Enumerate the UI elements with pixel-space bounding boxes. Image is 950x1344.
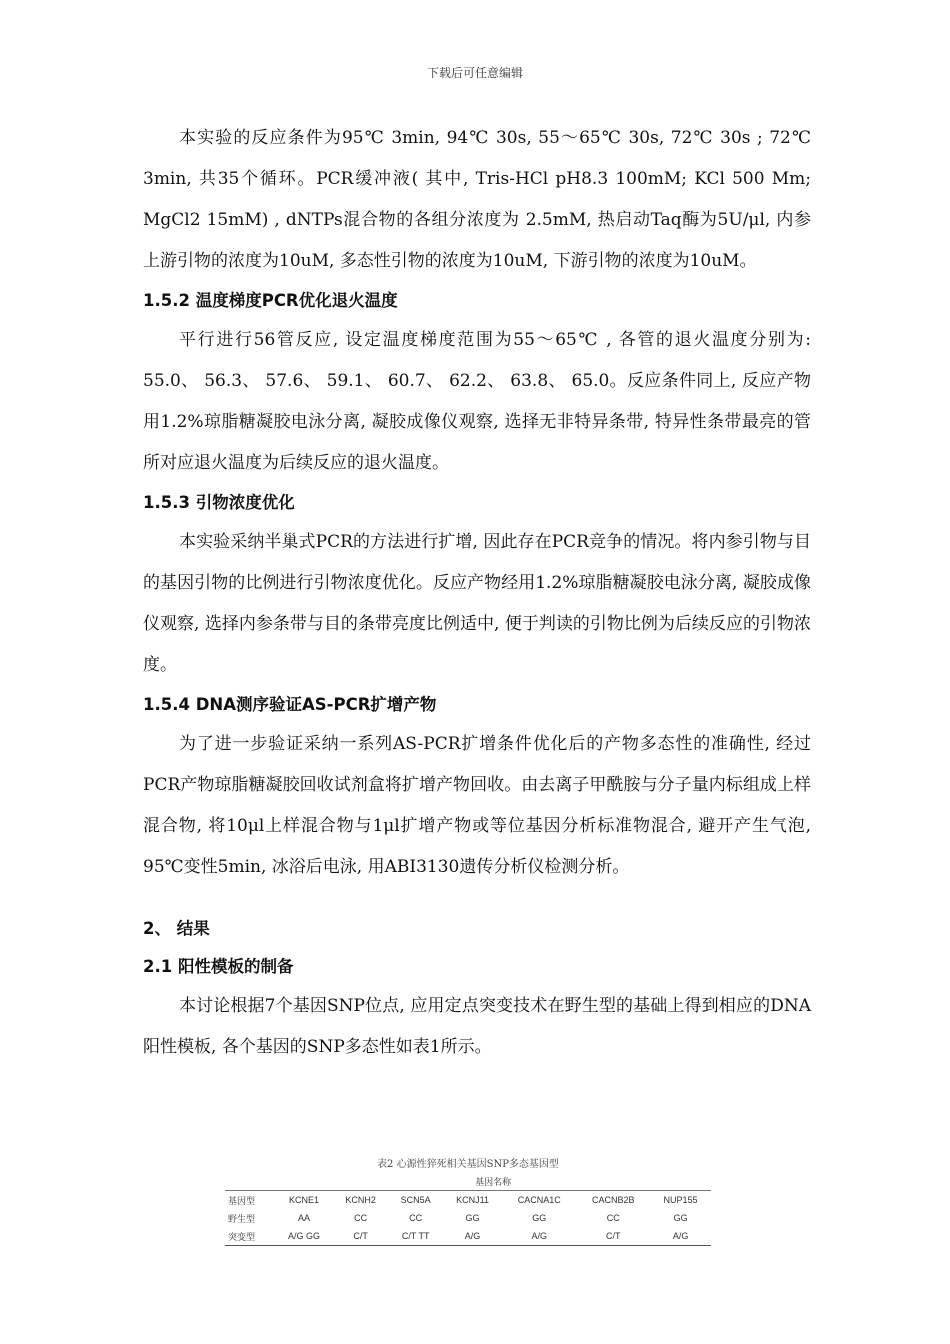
table-cell: GG [532, 1213, 547, 1223]
paragraph-reaction-conditions: 本实验的反应条件为95℃ 3min, 94℃ 30s, 55～65℃ 30s, 72℃ 30s ; 72℃ 3min, 共35个循环。PCR缓冲液( 其中, Tris-HCl pH8.3 100mM; KCl 500 Mm; MgCl2 15mM) , dNTPs混合物的各组分浓度为 2.5mM, 热启动Taq酶为5U/μl, 内参上游引物的浓度为10uM, 多态性引物的浓度为10uM, 下游引物的浓度为10uM。 [143, 128, 811, 271]
paragraph-temperature-gradient: 平行进行56管反应, 设定温度梯度范围为55～65℃ , 各管的退火温度分别为: 55.0、 56.3、 57.6、 59.1、 60.7、 62.2、 63.8、 65.0。反应条件同上, 反应产物用1.2%琼脂糖凝胶电泳分离, 凝胶成像仪观察, 选择无非特异条带, 特异性条带最亮的管所对应退火温度为后续反应的退火温度。 [143, 330, 811, 473]
table-group-header-row [225, 1172, 711, 1191]
table-cell: A/G [443, 1227, 502, 1246]
table-cell: A/G [502, 1227, 576, 1246]
table-caption: 表2 心源性猝死相关基因SNP多态基因型 [377, 1159, 559, 1170]
table-cell: A/G GG [275, 1227, 333, 1246]
table-cell: C/T [333, 1227, 388, 1246]
table-cell: GG [465, 1213, 480, 1223]
snp-genotype-table [225, 1172, 711, 1246]
table-cell: A/G [650, 1227, 711, 1246]
heading-1-5-4: 1.5.4 DNA测序验证AS-PCR扩增产物 [143, 695, 437, 714]
row-label: 野生型 [228, 1213, 256, 1224]
paragraph-positive-template: 本讨论根据7个基因SNP位点, 应用定点突变技术在野生型的基础上得到相应的DNA阳性模板, 各个基因的SNP多态性如表1所示。 [143, 996, 811, 1057]
table-cell: CC [354, 1213, 368, 1223]
table-group-header: 基因名称 [275, 1172, 711, 1191]
heading-2-results: 2、 结果 [143, 919, 210, 938]
page-header: 下载后可任意编辑 [426, 66, 523, 80]
snp-table-figure [225, 1158, 711, 1246]
table-cell: CC [409, 1213, 423, 1223]
table-cell: GG [673, 1213, 688, 1223]
heading-1-5-3: 1.5.3 引物浓度优化 [143, 493, 295, 512]
heading-2-1: 2.1 阳性模板的制备 [143, 957, 294, 976]
table-cell: C/T [576, 1227, 650, 1246]
gene-header: NUP155 [663, 1195, 698, 1205]
gene-header: KCNJ11 [456, 1195, 489, 1205]
gene-header: SCN5A [400, 1195, 431, 1205]
document-body [143, 118, 811, 1068]
table-cell: C/T TT [388, 1227, 443, 1246]
gene-header: CACNA1C [517, 1195, 561, 1205]
table-row [225, 1227, 711, 1246]
gene-header: KCNE1 [289, 1195, 320, 1205]
table-row-header: 基因型 [228, 1195, 256, 1206]
table-cell: CC [606, 1213, 620, 1223]
table-row [225, 1209, 711, 1227]
heading-1-5-2: 1.5.2 温度梯度PCR优化退火温度 [143, 291, 398, 310]
gene-header: CACNB2B [592, 1195, 635, 1205]
paragraph-primer-concentration: 本实验采纳半巢式PCR的方法进行扩增, 因此存在PCR竞争的情况。将内参引物与目的基因引物的比例进行引物浓度优化。反应产物经用1.2%琼脂糖凝胶电泳分离, 凝胶成像仪观察, 选择内参条带与目的条带亮度比例适中, 便于判读的引物比例为后续反应的引物浓度。 [143, 532, 811, 675]
table-gene-header-row [225, 1191, 711, 1210]
gene-header: KCNH2 [345, 1195, 376, 1205]
paragraph-dna-sequencing: 为了进一步验证采纳一系列AS-PCR扩增条件优化后的产物多态性的准确性, 经过PCR产物琼脂糖凝胶回收试剂盒将扩增产物回收。由去离子甲酰胺与分子量内标组成上样混合物, 将10μl上样混合物与1μl扩增产物或等位基因分析标准物混合, 避开产生气泡, 95℃变性5min, 冰浴后电泳, 用ABI3130遗传分析仪检测分析。 [143, 734, 811, 877]
table-cell: AA [298, 1213, 311, 1223]
row-label: 突变型 [225, 1227, 275, 1246]
